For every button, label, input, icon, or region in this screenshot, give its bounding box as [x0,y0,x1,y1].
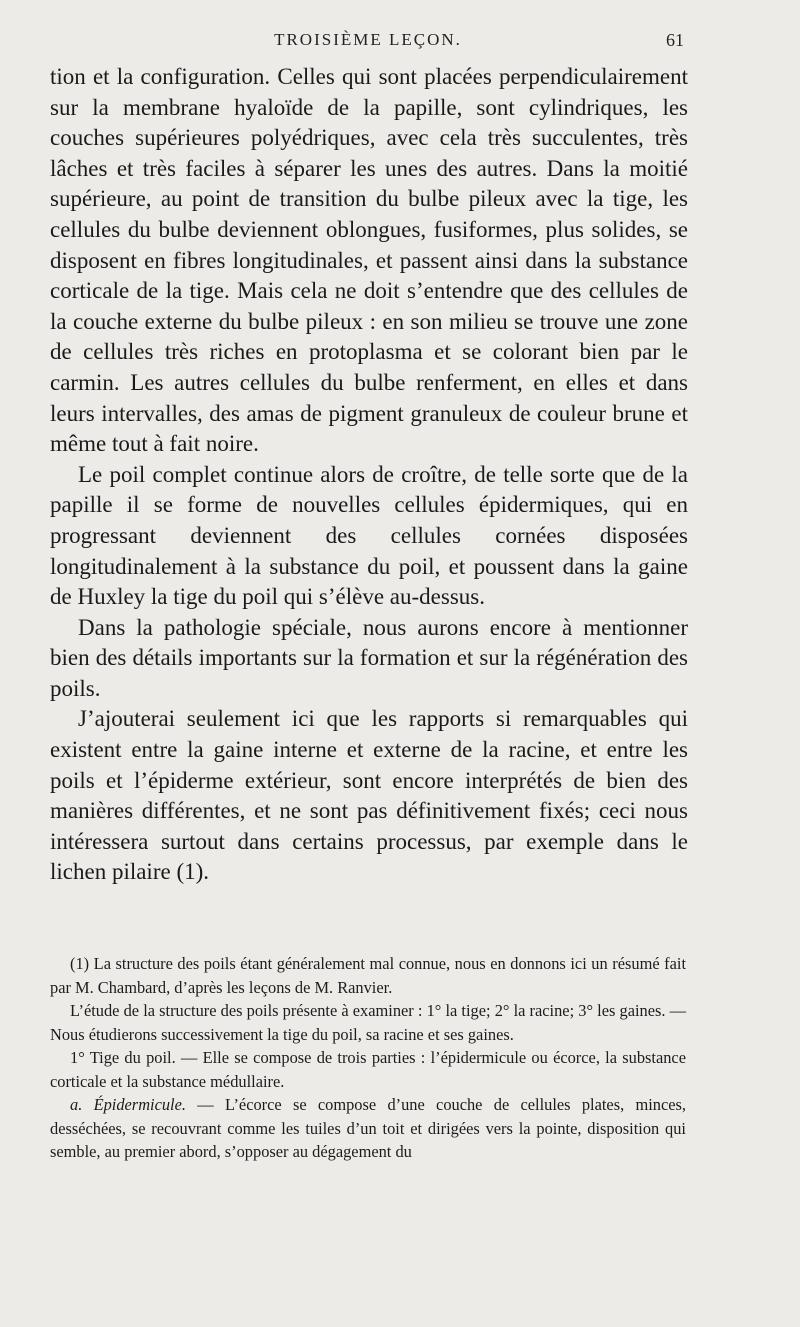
page-header [50,30,686,56]
paragraph-3: Dans la pathologie spéciale, nous aurons encore à mentionner bien des détails importants sur la formation et sur la régénération des poils. [50,614,688,701]
footnotes [50,952,686,1164]
footnote-3: 1° Tige du poil. — Elle se compose de trois parties : l’épidermicule ou écorce, la substance corticale et la substance médullaire. [50,1048,686,1091]
footnote-2: L’étude de la structure des poils présente à examiner : 1° la tige; 2° la racine; 3° les gaines. — Nous étudierons successivement la tige du poil, sa racine et ses gaines. [50,1001,686,1044]
footnote-4-text: — L’écorce se compose d’une couche de cellules plates, minces, desséchées, se recouvrant comme les tuiles d’un toit et dirigées vers la pointe, disposition qui semble, au premier abord, s’opposer au dégagement du [50,1095,686,1161]
paragraph-2: Le poil complet continue alors de croître, de telle sorte que de la papille il se forme de nouvelles cellules épidermiques, qui en progressant deviennent des cellules cornées disposées longitudinalement à la substance du poil, et poussent dans la gaine de Huxley la tige du poil qui s’élève au-dessus. [50,461,688,610]
paragraph-4: J’ajouterai seulement ici que les rapports si remarquables qui existent entre la gaine interne et externe de la racine, et entre les poils et l’épiderme extérieur, sont encore interprétés de bien des manières différentes, et ne sont pas définitivement fixés; ceci nous intéressera surtout dans certains processus, par exemple dans le lichen pilaire (1). [50,706,688,885]
page-number: 61 [666,30,684,50]
footnote-1: (1) La structure des poils étant généralement mal connue, nous en donnons ici un résumé fait par M. Chambard, d’après les leçons de M. Ranvier. [50,954,686,997]
main-text [50,62,688,888]
paragraph-1: tion et la configuration. Celles qui sont placées perpendiculairement sur la membrane hyaloïde de la papille, sont cylindriques, les couches supérieures polyédriques, avec cela très succulentes, très lâches et très faciles à séparer les unes des autres. Dans la moitié supérieure, au point de transition du bulbe pileux avec la tige, les cellules du bulbe deviennent oblongues, fusiformes, plus solides, se disposent en fibres longitudinales, et passent ainsi dans la substance corticale de la tige. Mais cela ne doit s’entendre que des cellules de la couche externe du bulbe pileux : en son milieu se trouve une zone de cellules très riches en protoplasma et se colorant bien par le carmin. Les autres cellules du bulbe renferment, en elles et dans leurs intervalles, des amas de pigment granuleux de couleur brune et même tout à fait noire. [50,64,688,457]
running-title: TROISIÈME LEÇON. [274,30,462,49]
footnote-4 [50,1093,686,1164]
footnote-4-label: a. Épidermicule. [70,1095,186,1114]
